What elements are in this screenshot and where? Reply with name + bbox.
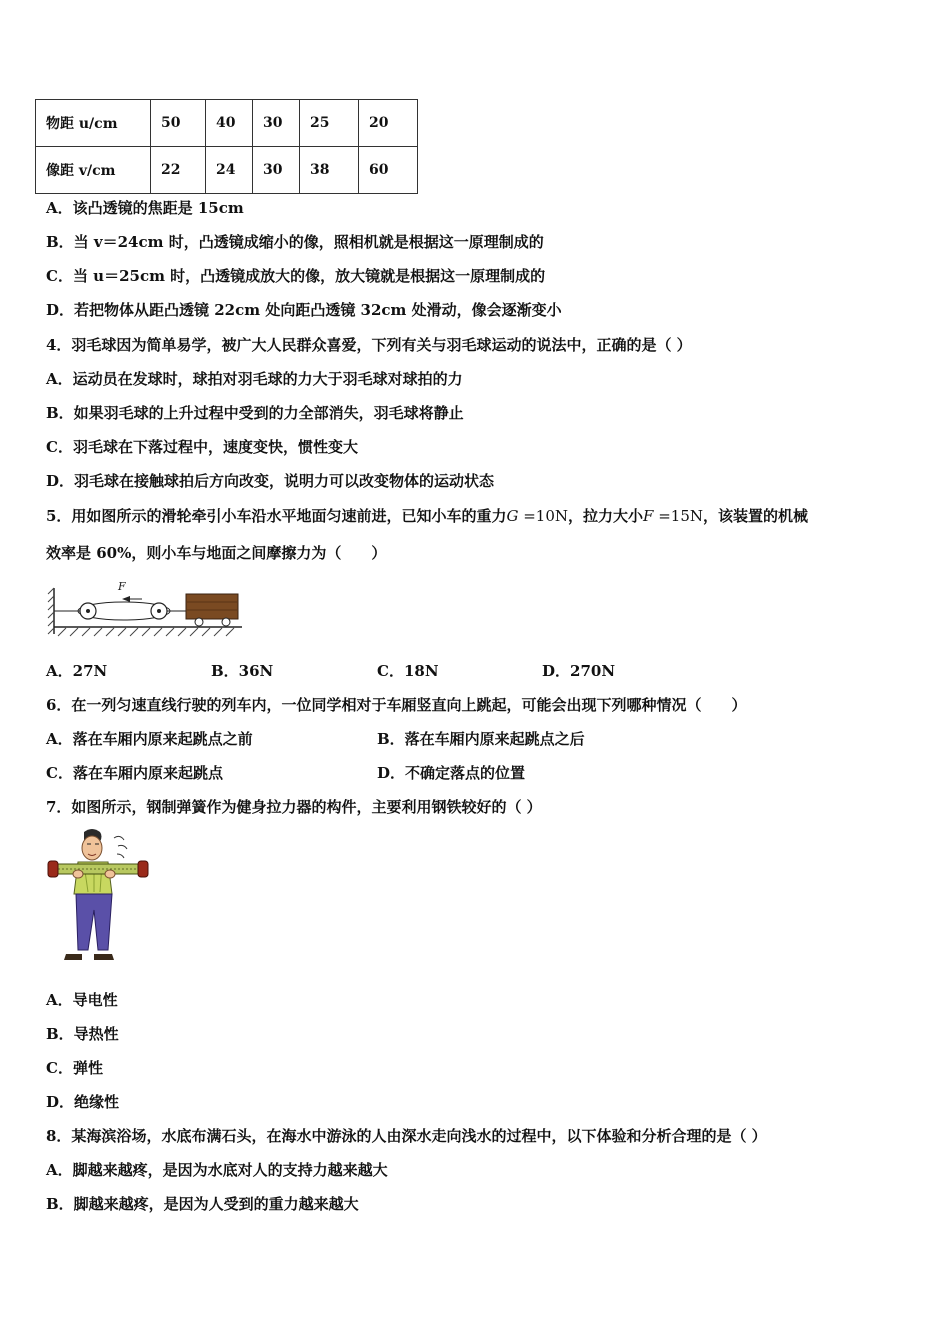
table-cell: 22 [151, 147, 206, 194]
table-row [36, 100, 418, 147]
q7-option-a: A．导电性 [46, 991, 118, 1009]
q4-option-d: D．羽毛球在接触球拍后方向改变，说明力可以改变物体的运动状态 [46, 472, 495, 490]
force-label: F [118, 580, 126, 593]
lens-data-table [35, 99, 418, 194]
table-cell: 40 [206, 100, 253, 147]
q5-option-a: A．27N [46, 662, 108, 680]
g-value: =10N [523, 507, 568, 525]
q6-option-c: C．落在车厢内原来起跳点 [46, 764, 223, 782]
q5-stem-part2: ，拉力大小 [568, 507, 644, 525]
q5-option-d: D．270N [542, 662, 616, 680]
table-cell: 30 [253, 147, 300, 194]
table-cell: 38 [300, 147, 359, 194]
q4-option-a: A．运动员在发球时，球拍对羽毛球的力大于羽毛球对球拍的力 [46, 370, 463, 388]
f-symbol: F [643, 507, 654, 525]
q5-stem-line1 [46, 506, 808, 526]
q7-stem: 7．如图所示，钢制弹簧作为健身拉力器的构件，主要利用钢铁较好的（ ） [46, 798, 542, 816]
q4-option-c: C．羽毛球在下落过程中，速度变快，惯性变大 [46, 438, 358, 456]
q8-stem: 8．某海滨浴场，水底布满石头，在海水中游泳的人由深水走向浅水的过程中，以下体验和分析合理的是（ ） [46, 1127, 767, 1145]
spring-exerciser-figure [44, 828, 152, 968]
g-symbol: G [506, 507, 519, 525]
q3-option-b: B．当 v＝24cm 时，凸透镜成缩小的像，照相机就是根据这一原理制成的 [46, 233, 544, 251]
table-row [36, 147, 418, 194]
q5-option-b: B．36N [211, 662, 274, 680]
q7-option-b: B．导热性 [46, 1025, 119, 1043]
q6-option-b: B．落在车厢内原来起跳点之后 [377, 730, 585, 748]
q7-option-d: D．绝缘性 [46, 1093, 120, 1111]
force-formula [643, 507, 703, 525]
table-cell: 24 [206, 147, 253, 194]
table-cell: 60 [359, 147, 418, 194]
q5-stem-part1: 5．用如图所示的滑轮牵引小车沿水平地面匀速前进，已知小车的重力 [46, 507, 507, 525]
q6-stem: 6．在一列匀速直线行驶的列车内，一位同学相对于车厢竖直向上跳起，可能会出现下列哪种情况（ ） [46, 696, 747, 714]
gravity-formula [506, 507, 568, 525]
q3-option-c: C．当 u＝25cm 时，凸透镜成放大的像，放大镜就是根据这一原理制成的 [46, 267, 546, 285]
q5-option-c: C．18N [377, 662, 439, 680]
table-cell: 20 [359, 100, 418, 147]
q8-option-a: A．脚越来越疼，是因为水底对人的支持力越来越大 [46, 1161, 388, 1179]
table-cell: 25 [300, 100, 359, 147]
q5-stem-part3: ，该装置的机械 [703, 507, 809, 525]
table-header-object-distance: 物距 u/cm [36, 100, 151, 147]
q6-option-a: A．落在车厢内原来起跳点之前 [46, 730, 253, 748]
pulley-cart-figure [46, 578, 246, 646]
q7-option-c: C．弹性 [46, 1059, 103, 1077]
q4-stem: 4．羽毛球因为简单易学，被广大人民群众喜爱，下列有关与羽毛球运动的说法中，正确的是（ ） [46, 336, 692, 354]
table-header-image-distance: 像距 v/cm [36, 147, 151, 194]
q5-stem-line2: 效率是 60%，则小车与地面之间摩擦力为（ ） [46, 544, 387, 562]
q6-option-d: D．不确定落点的位置 [377, 764, 526, 782]
q8-option-b: B．脚越来越疼，是因为人受到的重力越来越大 [46, 1195, 359, 1213]
f-value: =15N [658, 507, 703, 525]
table-cell: 30 [253, 100, 300, 147]
q3-option-d: D．若把物体从距凸透镜 22cm 处向距凸透镜 32cm 处滑动，像会逐渐变小 [46, 301, 562, 319]
q4-option-b: B．如果羽毛球的上升过程中受到的力全部消失，羽毛球将静止 [46, 404, 464, 422]
q3-option-a: A．该凸透镜的焦距是 15cm [46, 199, 244, 217]
table-cell: 50 [151, 100, 206, 147]
